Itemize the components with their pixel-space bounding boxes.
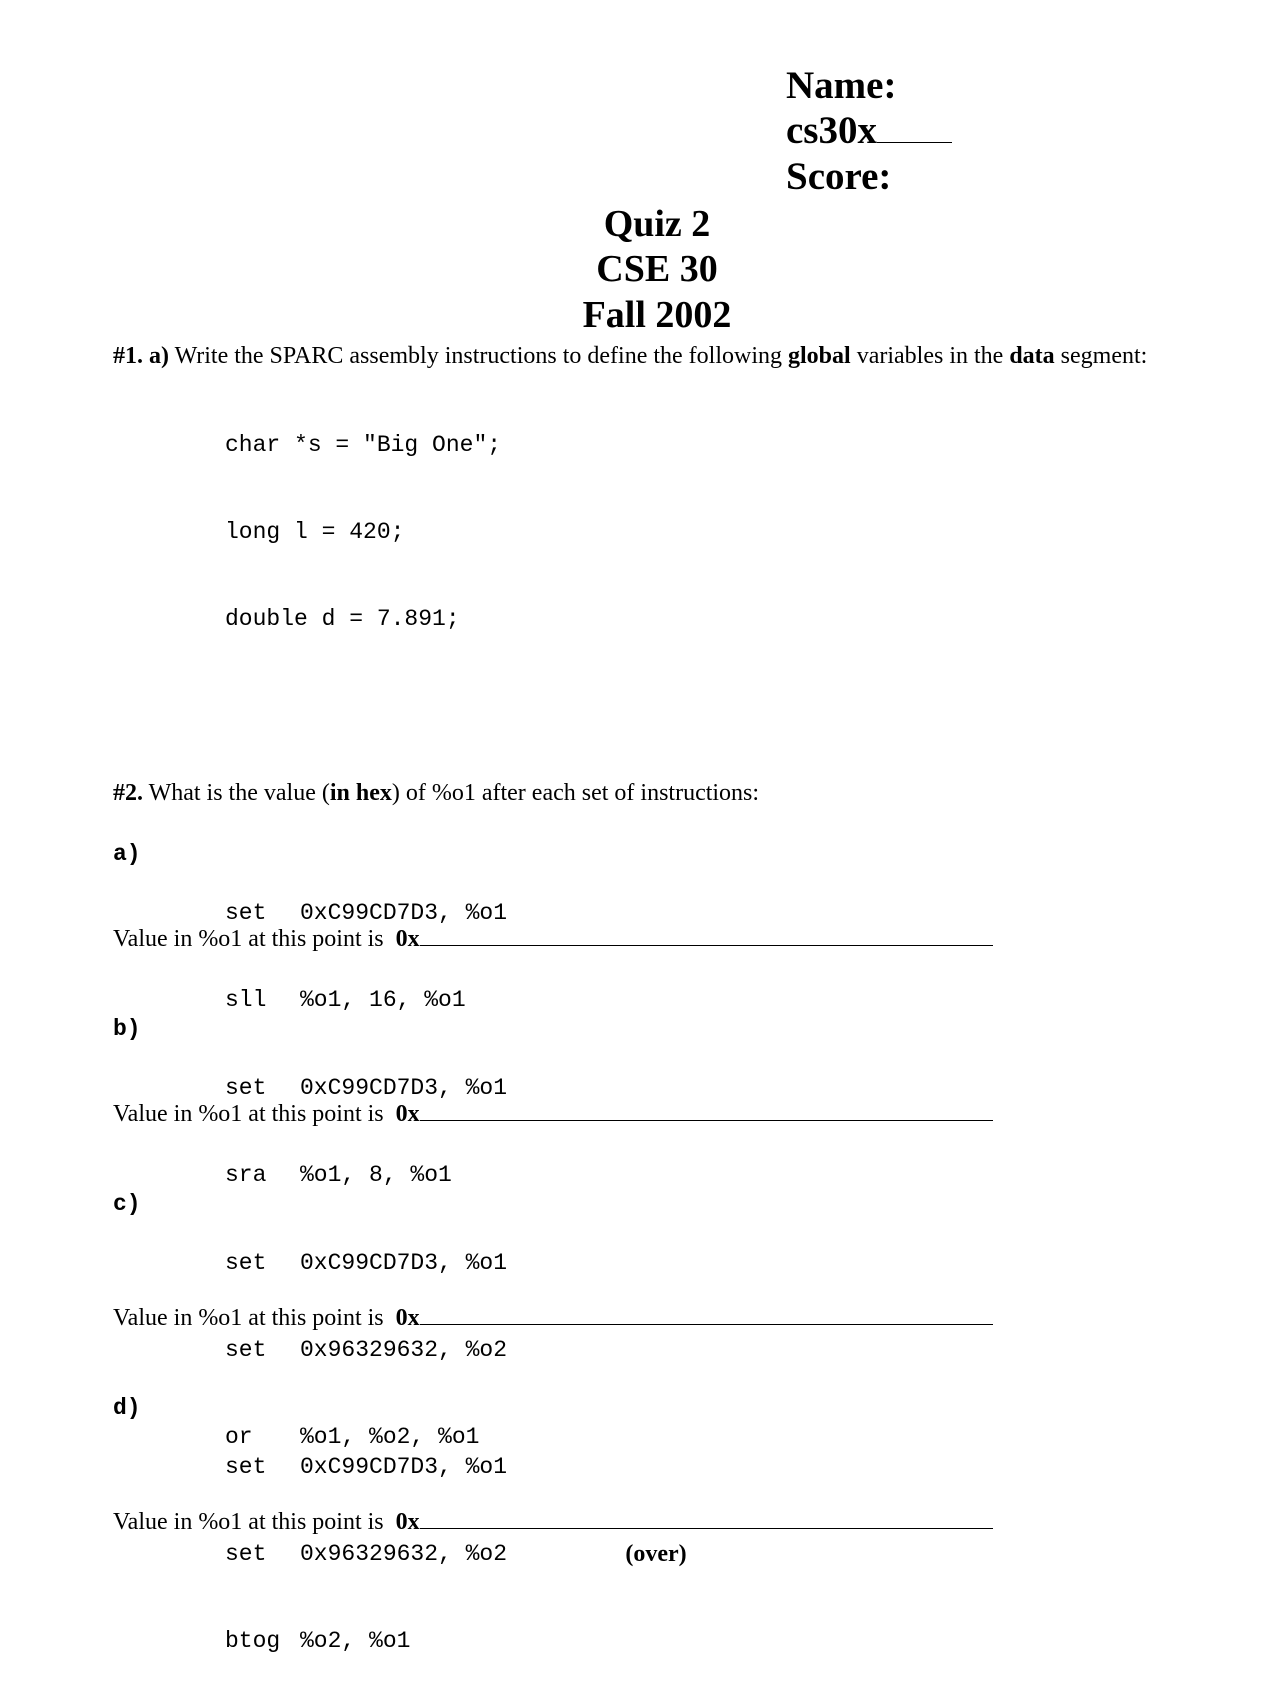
q1-number: #1. bbox=[113, 343, 143, 369]
code-line: sll %o1, 16, %o1 bbox=[225, 987, 466, 1013]
course-title: CSE 30 bbox=[596, 248, 718, 290]
answer-blank[interactable] bbox=[420, 1527, 993, 1529]
score-label: Score: bbox=[786, 155, 892, 198]
code-line: or %o1, %o2, %o1 bbox=[225, 1424, 480, 1450]
part-c-answer: Value in %o1 at this point is 0x bbox=[113, 1305, 993, 1332]
account-line bbox=[786, 108, 952, 154]
account-label: cs30x bbox=[786, 109, 877, 152]
code-line: long l = 420; bbox=[225, 519, 405, 545]
part-b-label: b) bbox=[113, 1016, 141, 1042]
code-line: set 0xC99CD7D3, %o1 bbox=[225, 1075, 508, 1101]
part-a-label: a) bbox=[113, 841, 141, 867]
part-c-label: c) bbox=[113, 1191, 141, 1217]
code-line: set 0x96329632, %o2 bbox=[225, 1541, 508, 1567]
quiz-title: Quiz 2 bbox=[603, 203, 711, 245]
code-line: sra %o1, 8, %o1 bbox=[225, 1162, 452, 1188]
q1-prompt: #1. a) Write the SPARC assembly instructions to define the following global variables in the data segment: bbox=[113, 343, 1148, 369]
part-a-answer: Value in %o1 at this point is 0x bbox=[113, 926, 993, 953]
account-blank bbox=[877, 141, 952, 143]
code-line: btog %o2, %o1 bbox=[225, 1628, 411, 1654]
part-d-code bbox=[225, 1395, 507, 1685]
code-line: set 0xC99CD7D3, %o1 bbox=[225, 1250, 508, 1276]
answer-blank[interactable] bbox=[420, 1323, 993, 1325]
answer-blank[interactable] bbox=[420, 944, 993, 946]
part-d-answer: Value in %o1 at this point is 0x bbox=[113, 1509, 993, 1536]
code-line: set 0xC99CD7D3, %o1 bbox=[225, 900, 508, 926]
q1-part: a) bbox=[149, 343, 169, 369]
code-line: set 0xC99CD7D3, %o1 bbox=[225, 1454, 508, 1480]
answer-blank[interactable] bbox=[420, 1119, 993, 1121]
code-line: double d = 7.891; bbox=[225, 606, 460, 632]
q1-code-block bbox=[225, 373, 501, 663]
code-line: set 0x96329632, %o2 bbox=[225, 1337, 508, 1363]
name-label: Name: bbox=[786, 64, 897, 107]
code-line: char *s = "Big One"; bbox=[225, 432, 502, 458]
part-b-answer: Value in %o1 at this point is 0x bbox=[113, 1101, 993, 1128]
term-title: Fall 2002 bbox=[582, 294, 732, 336]
q2-prompt: #2. What is the value (in hex) of %o1 after each set of instructions: bbox=[113, 780, 760, 806]
q2-number: #2. bbox=[113, 780, 143, 806]
over-note: (over) bbox=[625, 1541, 687, 1567]
part-d-label: d) bbox=[113, 1395, 141, 1421]
